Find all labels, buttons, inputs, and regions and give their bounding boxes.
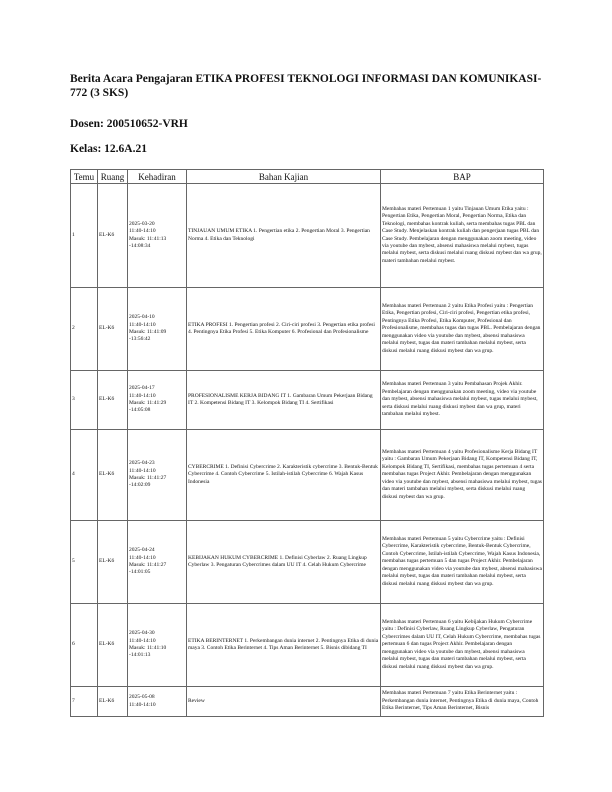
check-in-text: Masuk: 11:41:29: [129, 400, 167, 406]
time-range-text: 11:40-14:10: [129, 637, 156, 644]
table-row: [71, 430, 544, 521]
ruang-cell: EL-K6: [98, 430, 128, 521]
date-text: 2025-05-08: [129, 694, 155, 701]
ruang-cell: EL-K6: [98, 288, 128, 371]
class-label: Kelas: 12.6A.21: [70, 143, 147, 155]
ruang-cell: EL-K6: [98, 604, 128, 687]
lecturer-label: Dosen: 200510652-VRH: [70, 118, 188, 130]
col-header-ruang: Ruang: [98, 170, 128, 184]
check-out-text: -13:56:42: [129, 336, 151, 343]
temu-cell: 3: [71, 371, 98, 430]
date-text: 2025-04-23: [129, 460, 155, 467]
time-range-text: 11:40-14:10: [129, 467, 156, 474]
table-row: [71, 604, 544, 687]
bahan-kajian-cell: TINJAUAN UMUM ETIKA 1. Pengertian etika 2. Pengertian Moral 3. Pengertian Norma 4. Etika dan Teknologi: [187, 184, 381, 288]
check-in-text: Masuk: 11:41:09: [129, 329, 167, 335]
col-header-bahan-kajian: Bahan Kajian: [187, 170, 381, 184]
check-out-text: -14:08:34: [129, 242, 151, 249]
kehadiran-cell: [128, 521, 187, 604]
ruang-cell: EL-K6: [98, 371, 128, 430]
bap-cell: Membahas materi Pertemuan 1 yaitu Tinjauan Umum Etika yaitu : Pengertian Etika, Pengertian Moral, Pengertian Norma, Etika dan Teknologi, membahas kontrak kuliah, serta membahas tugas PBL dan Case Study. Menjelaskan kontrak kuliah dan pengerjaan tugas PBL dan Case Study. Pembelajaran dengan menggunakan zoom meeting, video via youtube dan mybest, absensi mahasiswa melalui mybest, tugas melalui mybest, serta diskusi melalui ruang diskusi mybest dan wa grup, materi tambahan melalui mybest.: [381, 184, 544, 288]
table-header-row: [71, 170, 544, 184]
document-title: Berita Acara Pengajaran ETIKA PROFESI TEKNOLOGI INFORMASI DAN KOMUNIKASI-772 (3 SKS): [70, 73, 542, 99]
time-range-text: 11:40-14:10: [129, 554, 156, 561]
date-text: 2025-04-30: [129, 630, 155, 637]
date-text: 2025-03-20: [129, 220, 155, 227]
kehadiran-cell: [128, 604, 187, 687]
bahan-kajian-cell: KEBIJAKAN HUKUM CYBERCRIME 1. Definisi Cyberlaw 2. Ruang Lingkup Cyberlaw 3. Pengaturan Cybercrimes dalam UU IT 4. Celah Hukum Cybercrime: [187, 521, 381, 604]
bap-cell: Membahas materi Pertemuan 7 yaitu Etika Berinternet yaitu : Perkembangan dunia internet, Pentingnya Etika di dunia maya, Contoh Etika Berinternet, Tips Aman Berinternet, Bisnis: [381, 687, 544, 717]
bahan-kajian-cell: PROFESIONALISME KERJA BIDANG IT 1. Gambaran Umum Pekerjaan Bidang IT 2. Kompetensi Bidang IT 3. Kelompok Bidang TI 4. Sertifikasi: [187, 371, 381, 430]
bahan-kajian-cell: ETIKA PROFESI 1. Pengertian profesi 2. Ciri-ciri profesi 3. Pengertian etika profesi 4. Pentingnya Etika Profesi 5. Etika Komputer 6. Profesional dan Profesionalisme: [187, 288, 381, 371]
time-range-text: 11:40-14:10: [129, 228, 156, 235]
teaching-record-table: [70, 169, 544, 717]
bahan-kajian-cell: ETIKA BERINTERNET 1. Perkembangan dunia internet 2. Pentingnya Etika di dunia maya 3. Contoh Etika Berinternet 4. Tips Aman Berinternet 5. Bisnis dibidang TI: [187, 604, 381, 687]
table-row: [71, 184, 544, 288]
ruang-cell: EL-K6: [98, 521, 128, 604]
bap-cell: Membahas materi Pertemuan 2 yaitu Etika Profesi yaitu : Pengertian Etika, Pengertian profesi, Ciri-ciri profesi, Pengertian etika profesi, Pentingnya Etika Profesi, Etika Komputer, Profesional dan Profesionalisme, membahas tugas dan tugas PBL. Pembelajaran dengan menggunakan video via youtube dan mybest, absensi mahasiswa melalui mybest, tugas dan materi tambahan melalui mybest, serta diskusi melalui ruang diskusi mybest dan wa grup.: [381, 288, 544, 371]
ruang-cell: EL-K6: [98, 687, 128, 717]
check-out-text: -14:02:09: [129, 482, 151, 489]
check-in-text: Masuk: 11:41:13: [129, 235, 167, 242]
temu-cell: 7: [71, 687, 98, 717]
table-row: [71, 288, 544, 371]
col-header-bap: BAP: [381, 170, 544, 184]
check-in-text: Masuk: 11:41:27: [129, 562, 167, 568]
bap-cell: Membahas materi Pertemuan 5 yaitu Cybercrime yaitu : Definisi Cybercrime, Karakteristik cybercrime, Bentuk-Bentuk Cybercrime, Contoh Cybercrime, Istilah-istilah Cybercrime, Wajah Kasus Indonesia, membahas tugas pertemuan 5 dan tugas Project Akhir. Pembelajaran dengan menggunakan video via youtube dan mybest, absensi mahasiswa melalui mybest, tugas dan materi tambahan melalui mybest, serta diskusi melalui ruang diskusi mybest dan wa grup.: [381, 521, 544, 604]
bap-cell: Membahas materi Pertemuan 4 yaitu Profesionalisme Kerja Bidang IT yaitu : Gambaran Umum Pekerjaan Bidang IT, Kompetensi Bidang IT, Kelompok Bidang TI, Sertifikasi, membahas tugas pertemuan 4 serta membahas tugas Project Akhir. Pembelajaran dengan menggunakan video via youtube dan mybest, absensi mahasiswa melalui mybest, tugas dan materi tambahan melalui mybest, serta diskusi melalui ruang diskusi mybest dan wa grup.: [381, 430, 544, 521]
col-header-kehadiran: Kehadiran: [128, 170, 187, 184]
check-in-text: Masuk: 11:41:10: [129, 645, 167, 651]
ruang-cell: EL-K6: [98, 184, 128, 288]
temu-cell: 1: [71, 184, 98, 288]
table-row: [71, 521, 544, 604]
kehadiran-cell: [128, 687, 187, 717]
check-out-text: -14:01:05: [129, 569, 151, 576]
date-text: 2025-04-17: [129, 385, 155, 392]
date-text: 2025-04-24: [129, 547, 155, 554]
date-text: 2025-04-10: [129, 314, 155, 321]
check-in-text: Masuk: 11:41:27: [129, 475, 167, 481]
kehadiran-cell: [128, 184, 187, 288]
temu-cell: 6: [71, 604, 98, 687]
table-row: [71, 687, 544, 717]
kehadiran-cell: [128, 430, 187, 521]
bap-cell: Membahas materi Pertemuan 3 yaitu Pembahasan Projek Akhir. Pembelajaran dengan menggunakan zoom meeting, video via youtube dan mybest, absensi mahasiswa melalui mybest, tugas melalui mybest, serta diskusi melalui ruang diskusi mybest dan wa grup, materi tambahan melalui mybest.: [381, 371, 544, 430]
temu-cell: 4: [71, 430, 98, 521]
table-row: [71, 371, 544, 430]
bahan-kajian-cell: CYBERCRIME 1. Definisi Cybercrime 2. Karakteristik cybercrime 3. Bentuk-Bentuk Cybercrime 4. Contoh Cybercrime 5. Istilah-istilah Cybercrime 6. Wajah Kasus Indonesia: [187, 430, 381, 521]
kehadiran-cell: [128, 288, 187, 371]
temu-cell: 2: [71, 288, 98, 371]
temu-cell: 5: [71, 521, 98, 604]
bahan-kajian-cell: Review: [187, 687, 381, 717]
time-range-text: 11:40-14:10: [129, 392, 156, 399]
bap-cell: Membahas materi Pertemuan 6 yaitu Kebijakan Hukum Cybercrime yaitu : Definisi Cyberlaw, Ruang Lingkup Cyberlaw, Pengaturan Cybercrimes dalam UU IT, Celah Hukum Cybercrime, membahas tugas pertemuan 6 dan tugas Project Akhir. Pembelajaran dengan menggunakan video via youtube dan mybest, absensi mahasiswa melalui mybest, tugas dan materi tambahan melalui mybest, serta diskusi melalui ruang diskusi mybest dan wa grup.: [381, 604, 544, 687]
time-range-text: 11:40-14:10: [129, 321, 156, 328]
time-range-text: 11:40-14:10: [129, 701, 156, 708]
col-header-temu: Temu: [71, 170, 98, 184]
check-out-text: -14:05:08: [129, 407, 151, 414]
check-out-text: -14:01:13: [129, 652, 151, 659]
kehadiran-cell: [128, 371, 187, 430]
